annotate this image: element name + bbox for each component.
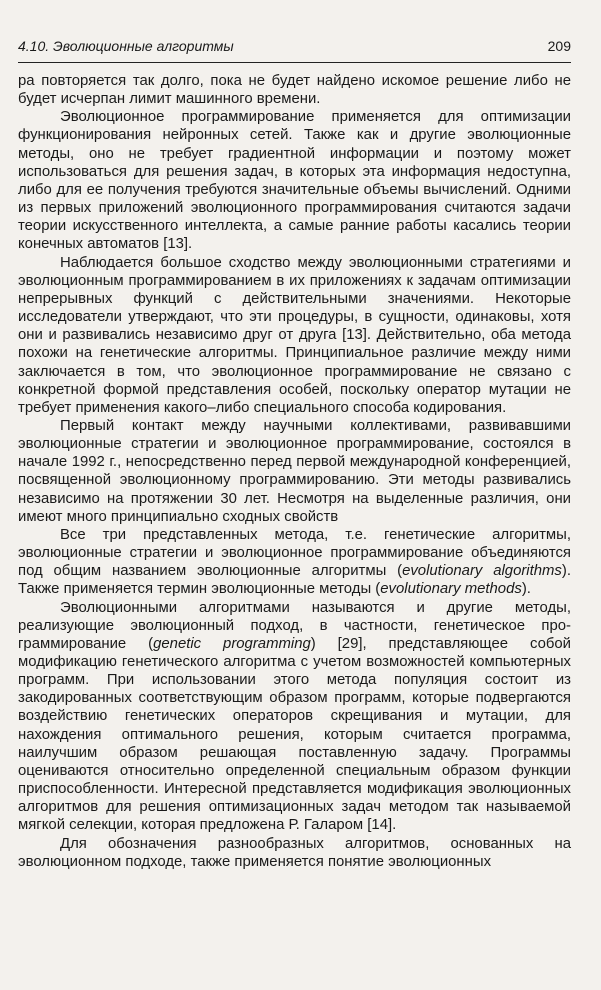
text-run: Наблюдается большое сходство между эволюционными стратегиями и эволюционным программированием в их приложениях к задачам оптимизации непрерывных функций с действительными значениями. Некоторые исследователи утверждают, что эти процедуры, в сущности, одинаковы, хотя они и развивались независимо друг от друга [13]. Действительно, оба метода похожи на генетические алгоритмы. Принципиальное различие между ними заключается в том, что эволюционное программирование не связано с конкретной формой представления особей, поскольку оператор мутации не требует применения какого–либо специального способа кодирования. (18, 254, 571, 416)
italic-term: evolutionary algorithms (402, 563, 562, 580)
text-run: ). (521, 581, 531, 598)
italic-term: genetic programming (153, 635, 311, 652)
paragraph (18, 526, 571, 599)
text-run: Первый контакт между научными коллективами, развивавшими эволюционные стратегии и эволюционное программирование, состоялся в начале 1992 г., непосредственно перед первой международной конференцией, посвященной эволюционному программированию. Эти методы развивались независимо на протяжении 30 лет. Несмотря на выделенные различия, они имеют много принципиально сходных свойств (18, 417, 571, 525)
running-header (18, 38, 571, 54)
text-run: ). Также применяется термин эволюционные методы ( (18, 563, 571, 598)
text-run: Эволюционными алгоритмами называются и другие методы, реализующие эволюционный подход, в частности, генетическое программирование ( (18, 599, 571, 652)
paragraph (18, 108, 571, 253)
section-title: 4.10. Эволюционные алгоритмы (18, 38, 234, 54)
paragraph (18, 254, 571, 417)
page-number: 209 (547, 38, 571, 54)
text-run: ра повторяется так долго, пока не будет найдено искомое решение либо не будет исчерпан лимит машинного времени. (18, 73, 571, 108)
text-run: Эволюционное программирование применяется для оптимизации функционирования нейронных сетей. Также как и другие эволюционные методы, оно не требует градиентной информации и поэтому может использоваться для решения задач, в которых эта информация недоступна, либо для ее получения требуются значительные объемы вычислений. Одними из первых приложений эволюционного программирования считаются задачи теории искусственного интеллекта, а самые ранние работы касались теории конечных автоматов [13]. (18, 109, 571, 253)
paragraph (18, 599, 571, 835)
text-run: Все три представленных метода, т.е. генетические алгоритмы, эволюционные стратегии и эволюционное программирование объединяются под общим названием эволюционные алгоритмы ( (18, 526, 571, 580)
body-text (18, 72, 571, 871)
text-run: ) [29], представляющее собой модификацию генетического алгоритма с учетом возможностей компьютерных программ. При использовании этого метода популяция состоит из закодированных соответствующим образом программ, которые подвергаются воздействию генетических операторов скрещивания и мутации, для нахождения оптимального решения, которым считается программа, наилучшим образом решающая поставленную задачу. Программы оцениваются относительно определенной специальным образом функции приспособленности. Интересной представляется модификация эволюционных алгоритмов для решения оптимизационных задач методом так называемой мягкой селекции, которая предложена Р. Галаром [14]. (18, 635, 571, 834)
text-run: Для обозначения разнообразных алгоритмов, основанных на эволюционном подходе, также применяется понятие эволюционных (18, 835, 571, 870)
paragraph (18, 72, 571, 108)
paragraph (18, 835, 571, 871)
header-rule (18, 62, 571, 63)
italic-term: evolutionary methods (380, 581, 522, 598)
paragraph (18, 417, 571, 526)
